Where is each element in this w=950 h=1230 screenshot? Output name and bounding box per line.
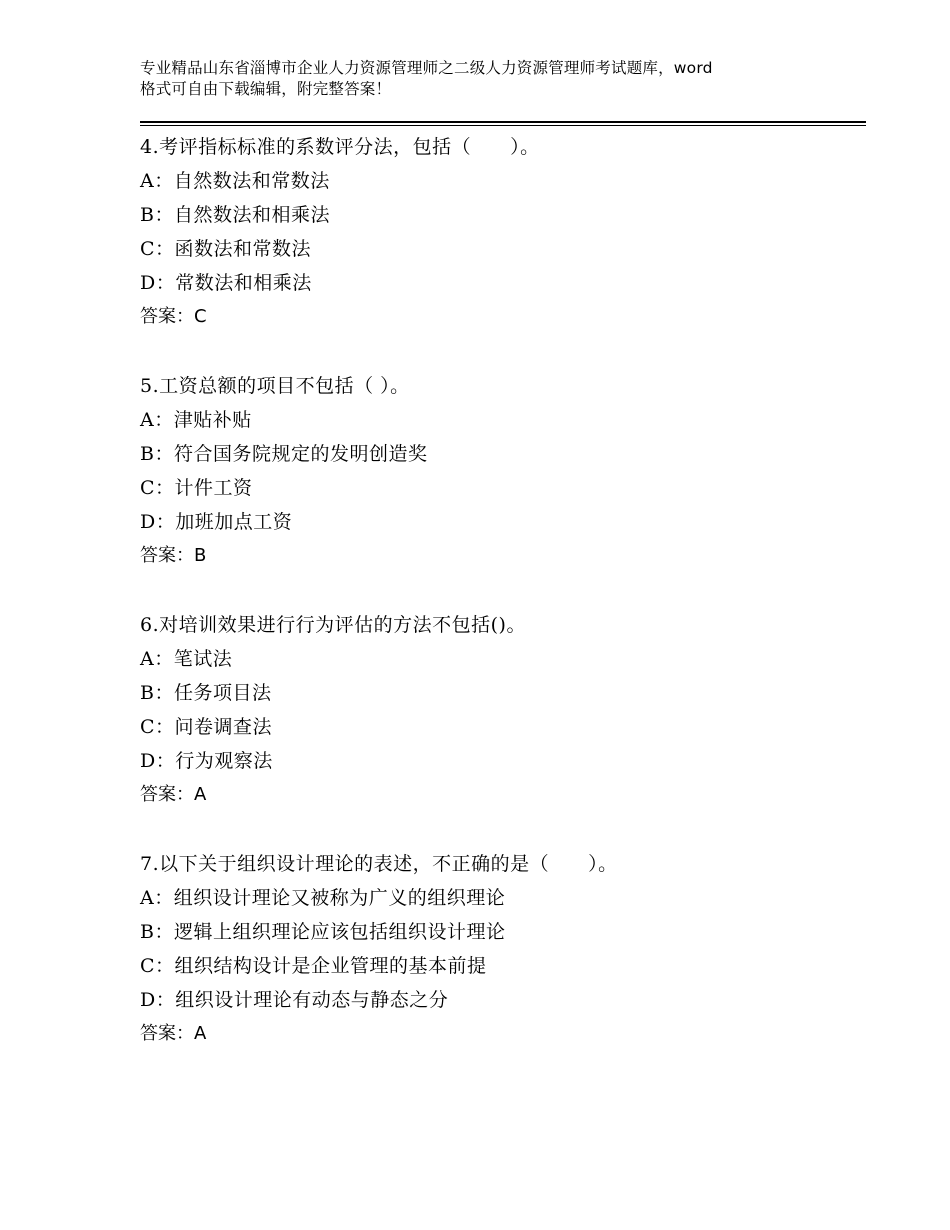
- option-a: A：组织设计理论又被称为广义的组织理论: [140, 887, 506, 909]
- option-d: D：加班加点工资: [140, 511, 293, 533]
- header-divider-thin: [140, 125, 866, 126]
- header-divider-thick: [140, 121, 866, 123]
- option-b: B：任务项目法: [140, 682, 272, 704]
- option-c: C：问卷调查法: [140, 716, 273, 738]
- option-b: B：逻辑上组织理论应该包括组织设计理论: [140, 921, 506, 943]
- option-c: C：组织结构设计是企业管理的基本前提: [140, 955, 487, 977]
- header-title-line-1: 专业精品山东省淄博市企业人力资源管理师之二级人力资源管理师考试题库，word: [140, 59, 713, 77]
- question-6: [140, 608, 860, 812]
- answer-text: 答案：C: [140, 306, 207, 327]
- option-d: D：常数法和相乘法: [140, 272, 312, 294]
- option-b: B：符合国务院规定的发明创造奖: [140, 443, 428, 465]
- question-7: [140, 847, 860, 1051]
- option-d: D：组织设计理论有动态与静态之分: [140, 989, 449, 1011]
- option-c: C：函数法和常数法: [140, 238, 312, 260]
- header-title-line-2: 格式可自由下载编辑，附完整答案！: [140, 80, 392, 98]
- question-5: [140, 369, 860, 573]
- option-d: D：行为观察法: [140, 750, 273, 772]
- question-stem: 6.对培训效果进行行为评估的方法不包括()。: [140, 614, 526, 636]
- option-a: A：津贴补贴: [140, 409, 252, 431]
- answer-text: 答案：A: [140, 1023, 207, 1044]
- option-b: B：自然数法和相乘法: [140, 204, 330, 226]
- answer-text: 答案：B: [140, 545, 207, 566]
- document-header: [140, 58, 840, 100]
- option-c: C：计件工资: [140, 477, 253, 499]
- question-stem: 5.工资总额的项目不包括（ ）。: [140, 375, 410, 397]
- question-stem: 7.以下关于组织设计理论的表述，不正确的是（ ）。: [140, 853, 618, 875]
- question-stem: 4.考评指标标准的系数评分法，包括（ ）。: [140, 136, 540, 158]
- option-a: A：自然数法和常数法: [140, 170, 330, 192]
- question-4: [140, 130, 860, 334]
- option-a: A：笔试法: [140, 648, 233, 670]
- question-list: [140, 130, 860, 1086]
- answer-text: 答案：A: [140, 784, 207, 805]
